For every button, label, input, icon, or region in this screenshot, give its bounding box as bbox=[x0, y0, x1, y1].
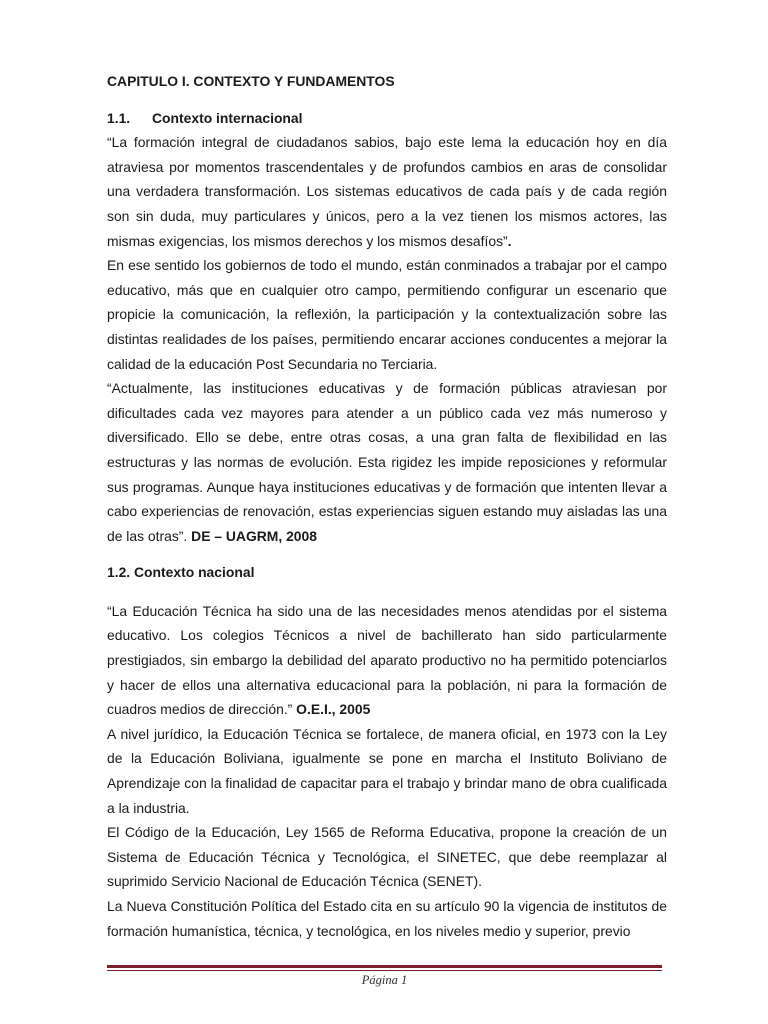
paragraph-1-text: “La formación integral de ciudadanos sabios, bajo este lema la educación hoy en día atraviesa por momentos trascendentales y de profundos cambios en aras de consolidar una verdadera transformación. Los sistemas educativos de cada país y de cada región son sin duda, muy particulares y únicos, pero a la vez tienen los mismos actores, las mismas exigencias, los mismos derechos y los mismos desafíos” bbox=[107, 134, 667, 249]
paragraph-2: En ese sentido los gobiernos de todo el mundo, están conminados a trabajar por el campo educativo, más que en cualquier otro campo, permitiendo configurar un escenario que propicie la comunicación, la reflexión, la participación y la contextualización sobre las distintas realidades de los países, permitiendo encarar acciones conducentes a mejorar la calidad de la educación Post Secundaria no Terciaria. bbox=[107, 257, 667, 372]
section-number: 1.1. bbox=[107, 109, 131, 126]
footer-divider-thin bbox=[107, 970, 662, 971]
paragraph-5: A nivel jurídico, la Educación Técnica se fortalece, de manera oficial, en 1973 con la Ley de la Educación Boliviana, igualmente se pone en marcha el Instituto Boliviano de Aprendizaje con la finalidad de capacitar para el trabajo y brindar mano de obra cualificada a la industria. bbox=[107, 725, 667, 816]
paragraph-3-text: “Actualmente, las instituciones educativas y de formación públicas atraviesan por dificultades cada vez mayores para atender a un público cada vez más numeroso y diversificado. Ello se debe, entre otras cosas, a una gran falta de flexibilidad en las estructuras y las normas de evolución. Esta rigidez les impide reposiciones y reformular sus programas. Aunque haya instituciones educativas y de formación que intenten llevar a cabo experiencias de renovación, estas experiencias siguen estando muy aisladas las una de las otras”. bbox=[107, 380, 667, 544]
document-body bbox=[107, 69, 667, 943]
section-heading-1-2: 1.2. Contexto nacional bbox=[107, 564, 255, 581]
citation-uagrm: DE – UAGRM, 2008 bbox=[191, 527, 317, 544]
paragraph-1-end: . bbox=[507, 232, 512, 249]
paragraph-1 bbox=[107, 130, 667, 253]
footer-divider bbox=[107, 965, 662, 968]
paragraph-4-text: “La Educación Técnica ha sido una de las necesidades menos atendidas por el sistema educativo. Los colegios Técnicos a nivel de bachillerato han sido particularmente prestigiados, sin embargo la debilidad del aparato productivo no ha permitido potenciarlos y hacer de ellos una alternativa educacional para la población, ni para la formación de cuadros medios de dirección.” bbox=[107, 602, 667, 718]
paragraph-6: El Código de la Educación, Ley 1565 de Reforma Educativa, propone la creación de un Sistema de Educación Técnica y Tecnológica, el SINETEC, que debe reemplazar al suprimido Servicio Nacional de Educación Técnica (SENET). bbox=[107, 824, 667, 890]
paragraph-3 bbox=[107, 376, 667, 548]
chapter-title: CAPITULO I. CONTEXTO Y FUNDAMENTOS bbox=[107, 73, 395, 89]
section-heading-1-1 bbox=[107, 106, 667, 131]
page-number: Página 1 bbox=[361, 973, 408, 987]
citation-oei: O.E.I., 2005 bbox=[296, 701, 371, 718]
paragraph-4 bbox=[107, 599, 667, 722]
paragraph-7: La Nueva Constitución Política del Estado cita en su artículo 90 la vigencia de institutos de formación humanística, técnica, y tecnológica, en los niveles medio y superior, previo bbox=[107, 898, 667, 939]
section-title: Contexto internacional bbox=[152, 109, 303, 126]
